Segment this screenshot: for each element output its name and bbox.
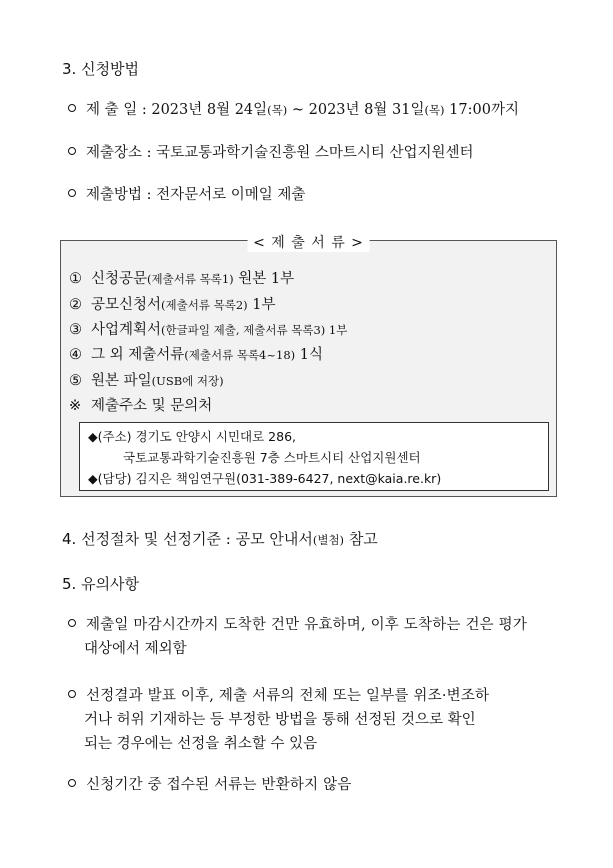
section-4-note: (별첨)	[312, 533, 345, 547]
item-note: (USB에 저장)	[151, 374, 224, 388]
item-main: 신청공문	[91, 271, 148, 287]
note-item	[68, 684, 489, 705]
item-main: 제출주소 및 문의처	[91, 398, 213, 414]
item-number: ①	[69, 271, 82, 287]
item-main: 원본 파일	[91, 373, 152, 389]
circle-bullet-icon	[68, 189, 76, 197]
item-note: (제출서류 목록2)	[161, 298, 248, 312]
note-continuation: 대상에서 제외함	[84, 641, 187, 657]
circle-bullet-icon	[68, 690, 76, 698]
note-item	[68, 613, 527, 634]
document-item	[69, 318, 347, 339]
note-text: 신청기간 중 접수된 서류는 반환하지 않음	[86, 777, 352, 793]
circle-bullet-icon	[68, 147, 76, 155]
note-continuation: 되는 경우에는 선정을 취소할 수 있음	[84, 736, 318, 752]
item-number: ②	[69, 297, 82, 313]
circle-bullet-icon	[68, 104, 76, 112]
document-item	[69, 267, 294, 288]
submission-date-start: 제 출 일 : 2023년 8월 24일	[86, 102, 268, 118]
section-4-title: 4. 선정절차 및 선정기준	[62, 530, 222, 548]
item-number: ④	[69, 347, 82, 363]
submission-place-text: 제출장소 : 국토교통과학기술진흥원 스마트시티 산업지원센터	[86, 145, 474, 161]
weekday-note: (목)	[424, 103, 445, 117]
document-item	[69, 394, 212, 415]
weekday-note: (목)	[267, 103, 288, 117]
deadline-time: 17:00까지	[444, 102, 519, 118]
note-text: 선정결과 발표 이후, 제출 서류의 전체 또는 일부를 위조·변조하	[86, 688, 490, 704]
section-4-heading	[62, 528, 378, 549]
documents-title: < 제 출 서 류 >	[247, 232, 370, 252]
contact-box	[79, 422, 549, 491]
item-note: (한글파일 제출, 제출서류 목록3) 1부	[161, 323, 348, 337]
item-main: 공모신청서	[91, 297, 162, 313]
item-tail: 1식	[295, 347, 323, 363]
document-item	[69, 343, 323, 364]
item-note: (제출서류 목록1)	[147, 272, 234, 286]
item-tail: 1부	[247, 297, 276, 313]
contact-manager-line: ◆(담당) 김지은 책임연구원(031-389-6427, next@kaia.re.kr)	[88, 471, 442, 486]
section-4-end: 참고	[344, 530, 378, 548]
circle-bullet-icon	[68, 619, 76, 627]
submission-date-line	[68, 98, 519, 119]
section-3-heading: 3. 신청방법	[62, 60, 140, 78]
section-5-heading: 5. 유의사항	[62, 575, 140, 593]
submission-date-end: ~ 2023년 8월 31일	[287, 102, 425, 118]
item-number: ※	[69, 398, 82, 414]
section-4-subtitle: : 공모 안내서	[221, 530, 313, 548]
item-main: 사업계획서	[91, 322, 162, 338]
circle-bullet-icon	[68, 779, 76, 787]
note-continuation: 거나 허위 기재하는 등 부정한 방법을 통해 선정된 것으로 확인	[84, 712, 476, 728]
item-number: ⑤	[69, 373, 82, 389]
contact-address-line2: 국토교통과학기술진흥원 7층 스마트시티 산업지원센터	[123, 450, 421, 465]
contact-address-line1: ◆(주소) 경기도 안양시 시민대로 286,	[88, 429, 296, 444]
note-text: 제출일 마감시간까지 도착한 건만 유효하며, 이후 도착하는 건은 평가	[86, 617, 528, 633]
item-note: (제출서류 목록4~18)	[184, 348, 296, 362]
submission-method-line	[68, 183, 305, 204]
documents-box	[60, 235, 557, 497]
submission-place-line	[68, 141, 474, 162]
submission-method-text: 제출방법 : 전자문서로 이메일 제출	[86, 187, 306, 203]
document-item	[69, 293, 276, 314]
item-tail: 원본 1부	[233, 271, 295, 287]
item-number: ③	[69, 322, 82, 338]
item-main: 그 외 제출서류	[91, 347, 185, 363]
document-item	[69, 369, 224, 390]
note-item	[68, 773, 352, 794]
